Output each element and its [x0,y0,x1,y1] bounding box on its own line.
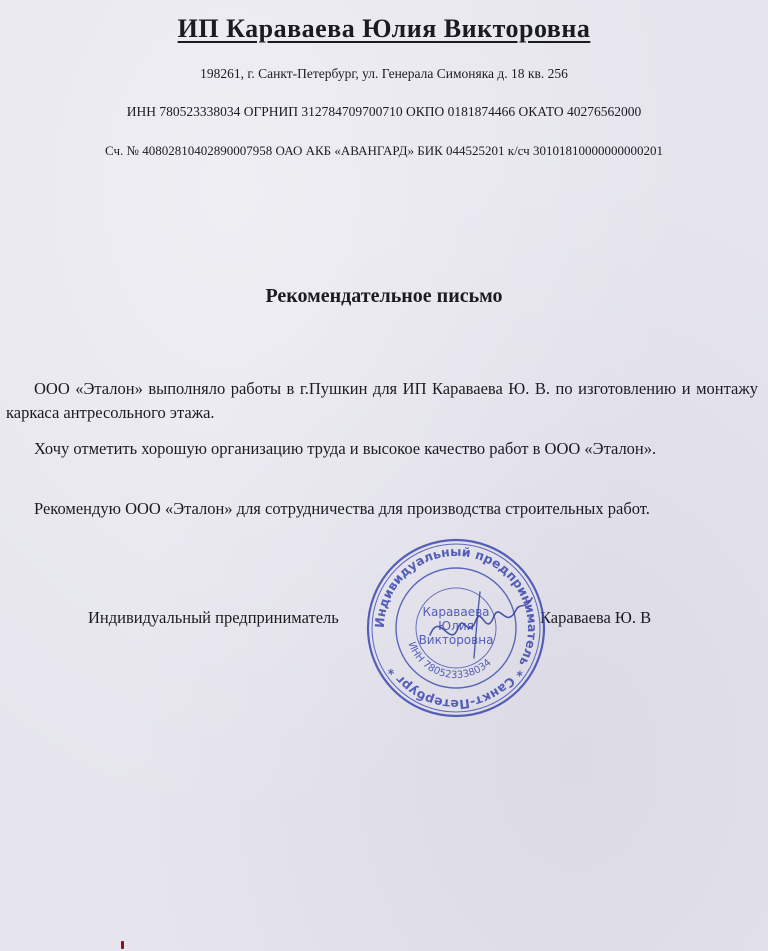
signature-role: Индивидуальный предприниматель [88,608,339,627]
stamp-center-line3: Викторовна [418,633,494,647]
letterhead-bank: Сч. № 40802810402890007958 ОАО АКБ «АВАНГАРД» БИК 044525201 к/сч 30101810000000000201 [105,143,663,158]
stamp-center-line2: Юлия [438,619,474,633]
handwritten-signature [420,580,540,670]
signature-name: Караваева Ю. В [540,608,652,627]
stamp-center-line1: Караваева [422,605,490,619]
page-mark [121,941,124,949]
paragraph-3: Рекомендую ООО «Эталон» для сотрудничества для производства строительных работ. [34,499,650,518]
letterhead-address: 198261, г. Санкт-Петербург, ул. Генерала Симоняка д. 18 кв. 256 [200,66,568,81]
paragraph-1: ООО «Эталон» выполняло работы в г.Пушкин для ИП Караваева Ю. В. по изготовлению и монтажу каркаса антресольного этажа. [6,379,758,422]
letterhead-name [0,14,768,44]
letterhead-name-text: ИП Караваева Юлия Викторовна [177,14,591,43]
document-title: Рекомендательное письмо [265,285,503,307]
stamp-inner-text: ИНН 780523338034 [405,640,494,682]
stamp-outer-text: Индивидуальный предприниматель * Санкт-Петербург * [371,543,541,713]
paragraph-2: Хочу отметить хорошую организацию труда и высокое качество работ в ООО «Эталон». [34,439,657,458]
letterhead-ids: ИНН 780523338034 ОГРНИП 312784709700710 ОКПО 0181874466 ОКАТО 40276562000 [126,104,642,119]
